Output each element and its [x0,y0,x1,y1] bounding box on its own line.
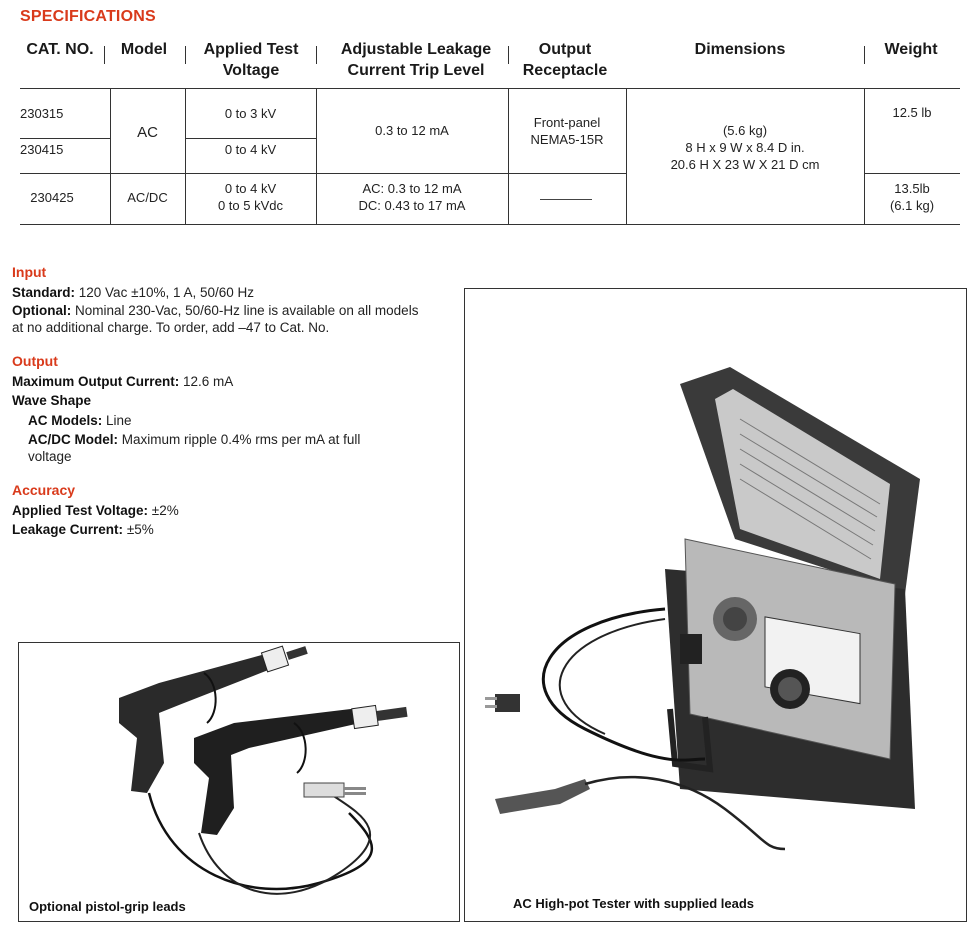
row1-cat-no: 230315 [20,106,64,121]
header-voltage: Applied Test Voltage [203,41,299,79]
header-trip-level: Adjustable Leakage Current Trip Level [340,41,492,79]
row3-trip-level: AC: 0.3 to 12 mA DC: 0.43 to 17 mA [358,181,466,213]
row1-voltage: 0 to 3 kV [224,106,277,121]
output-ac-models: AC Models: Line [28,413,132,428]
row3-voltage: 0 to 4 kV 0 to 5 kVdc [217,181,284,213]
header-dimensions: Dimensions [694,41,786,58]
table-rule [864,173,960,174]
row3-cat-no: 230425 [30,190,74,205]
divider [864,46,865,64]
divider [508,88,509,224]
table-rule [20,88,960,89]
accuracy-leakage: Leakage Current: ±5% [12,522,154,537]
row3-output-dash [540,199,592,200]
header-cat-no: CAT. NO. [26,41,94,58]
pistol-grip-leads-photo [18,642,460,922]
accuracy-voltage: Applied Test Voltage: ±2% [12,503,179,518]
header-model: Model [120,41,168,58]
divider [316,46,317,64]
table-rule [185,138,316,139]
header-weight: Weight [884,41,938,58]
table-rule [20,224,960,225]
divider [104,46,105,64]
output-acdc-model: AC/DC Model: Maximum ripple 0.4% rms per mA at full voltage [28,432,361,464]
row3-model: AC/DC [127,190,168,205]
input-optional: Optional: Nominal 230-Vac, 50/60-Hz line is available on all models at no additional charge. To order, add –47 to Cat. No. [12,303,419,335]
ac-model: AC [137,124,158,141]
row2-cat-no: 230415 [20,142,64,157]
output-max-current: Maximum Output Current: 12.6 mA [12,374,234,389]
divider [185,46,186,64]
ac-trip-level: 0.3 to 12 mA [375,123,449,138]
table-rule [20,138,110,139]
row3-weight: 13.5lb (6.1 kg) [889,181,935,213]
right-photo-caption: AC High-pot Tester with supplied leads [513,896,754,911]
hipot-tester-photo [464,288,967,922]
ac-output-receptacle: Front-panel NEMA5-15R [530,115,604,147]
input-standard: Standard: 120 Vac ±10%, 1 A, 50/60 Hz [12,285,255,300]
row1-weight: 12.5 lb [892,105,932,120]
output-heading: Output [12,353,58,369]
header-output: Output Receptacle [522,41,608,79]
output-wave-shape: Wave Shape [12,393,92,408]
hipot-tester-image [465,289,966,921]
left-photo-caption: Optional pistol-grip leads [29,899,186,914]
pistol-grip-leads-image [19,643,459,921]
divider [508,46,509,64]
row2-voltage: 0 to 4 kV [224,142,277,157]
dimensions-value: (5.6 kg) 8 H x 9 W x 8.4 D in. 20.6 H X 23 W X 21 D cm [670,123,820,172]
input-heading: Input [12,264,47,280]
accuracy-heading: Accuracy [12,482,76,498]
specifications-title: SPECIFICATIONS [20,8,156,25]
